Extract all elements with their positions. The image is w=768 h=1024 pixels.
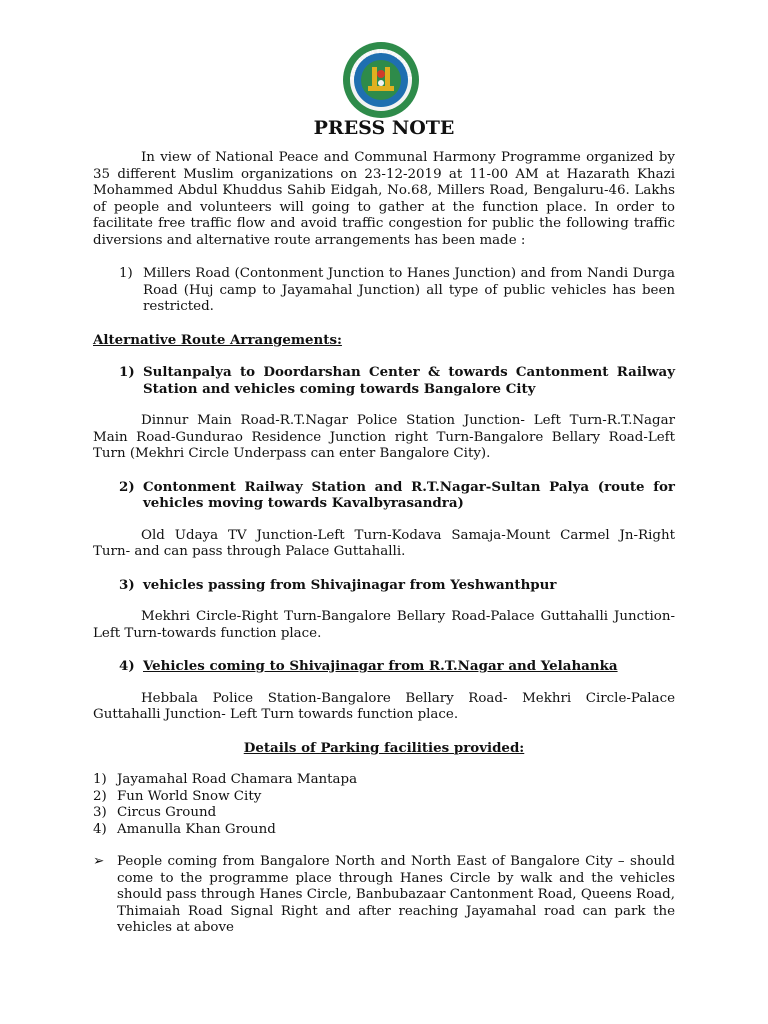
traffic-police-logo bbox=[342, 41, 420, 119]
list-item bbox=[93, 805, 675, 822]
route-description: Old Udaya TV Junction-Left Turn-Kodava Samaja-Mount Carmel Jn-Right Turn- and can pass through Palace Guttahalli. bbox=[93, 527, 675, 559]
list-item bbox=[93, 822, 675, 839]
alt-routes-heading: Alternative Route Arrangements: bbox=[93, 331, 342, 348]
route-heading bbox=[119, 577, 675, 594]
route-number: 4) bbox=[119, 658, 135, 674]
list-text: Circus Ground bbox=[117, 805, 217, 820]
list-item bbox=[93, 772, 675, 789]
route-number: 2) bbox=[119, 478, 135, 495]
route-heading-text: Contonment Railway Station and R.T.Nagar-Sultan Palya (route for vehicles moving towards Kavalbyrasandra) bbox=[143, 478, 675, 511]
document-body bbox=[93, 150, 675, 937]
intro-paragraph: In view of National Peace and Communal Harmony Programme organized by 35 different Muslim organizations on 23-12-2019 at 11-00 AM at Hazarath Khazi Mohammed Abdul Khuddus Sahib Eidgah, No.68, Millers Road, Bengaluru-46. Lakhs of people and volunteers will going to gather at the function place. In order to facilitate free traffic flow and avoid traffic congestion for public the following traffic diversions and alternative route arrangements has been made : bbox=[93, 150, 675, 248]
route-description: Mekhri Circle-Right Turn-Bangalore Bellary Road-Palace Guttahalli Junction- Left Turn-towards function place. bbox=[93, 609, 675, 641]
page-title: PRESS NOTE bbox=[313, 117, 455, 139]
note-text: People coming from Bangalore North and North East of Bangalore City – should come to the programme place through Hanes Circle by walk and the vehicles should pass through Hanes Circle, Banbubazaar Cantonment Road, Queens Road, Thimaiah Road Signal Right and after reaching Jayamahal road can park the vehicles at above bbox=[117, 854, 675, 935]
route-heading bbox=[119, 658, 675, 675]
restriction-text: Millers Road (Contonment Junction to Hanes Junction) and from Nandi Durga Road (Huj camp to Jayamahal Junction) all type of public vehicles has been restricted. bbox=[143, 266, 675, 314]
list-number: 3) bbox=[93, 805, 107, 820]
list-item bbox=[93, 789, 675, 806]
list-number: 2) bbox=[93, 788, 107, 804]
restriction-number: 1) bbox=[119, 266, 133, 281]
list-text: Amanulla Khan Ground bbox=[117, 821, 276, 837]
route-heading-text: Sultanpalya to Doordarshan Center & towards Cantonment Railway Station and vehicles coming towards Bangalore City bbox=[143, 364, 675, 397]
parking-heading: Details of Parking facilities provided: bbox=[243, 739, 525, 756]
route-number: 3) bbox=[119, 576, 135, 593]
route-description: Dinnur Main Road-R.T.Nagar Police Station Junction- Left Turn-R.T.Nagar Main Road-Gundurao Residence Junction right Turn-Bangalore Bellary Road-Left Turn (Mekhri Circle Underpass can enter Bangalore City). bbox=[93, 413, 675, 461]
route-heading bbox=[119, 364, 675, 397]
restriction-item bbox=[119, 266, 675, 316]
arrow-bullet-icon: ➢ bbox=[93, 854, 105, 869]
route-number: 1) bbox=[119, 364, 135, 380]
route-heading bbox=[119, 479, 675, 512]
note-item bbox=[93, 854, 675, 937]
route-heading-text: Vehicles coming to Shivajinagar from R.T.Nagar and Yelahanka bbox=[143, 658, 618, 674]
list-number: 4) bbox=[93, 821, 107, 837]
parking-list bbox=[93, 772, 675, 838]
list-text: Jayamahal Road Chamara Mantapa bbox=[117, 772, 358, 787]
route-description: Hebbala Police Station-Bangalore Bellary Road- Mekhri Circle-Palace Guttahalli Junction- Left Turn towards function place. bbox=[93, 690, 675, 722]
logo-text: BENGALURU TRAFFIC POLICE bbox=[349, 48, 413, 81]
list-text: Fun World Snow City bbox=[117, 788, 262, 804]
route-heading-text: vehicles passing from Shivajinagar from Yeshwanthpur bbox=[143, 576, 557, 593]
list-number: 1) bbox=[93, 772, 107, 787]
